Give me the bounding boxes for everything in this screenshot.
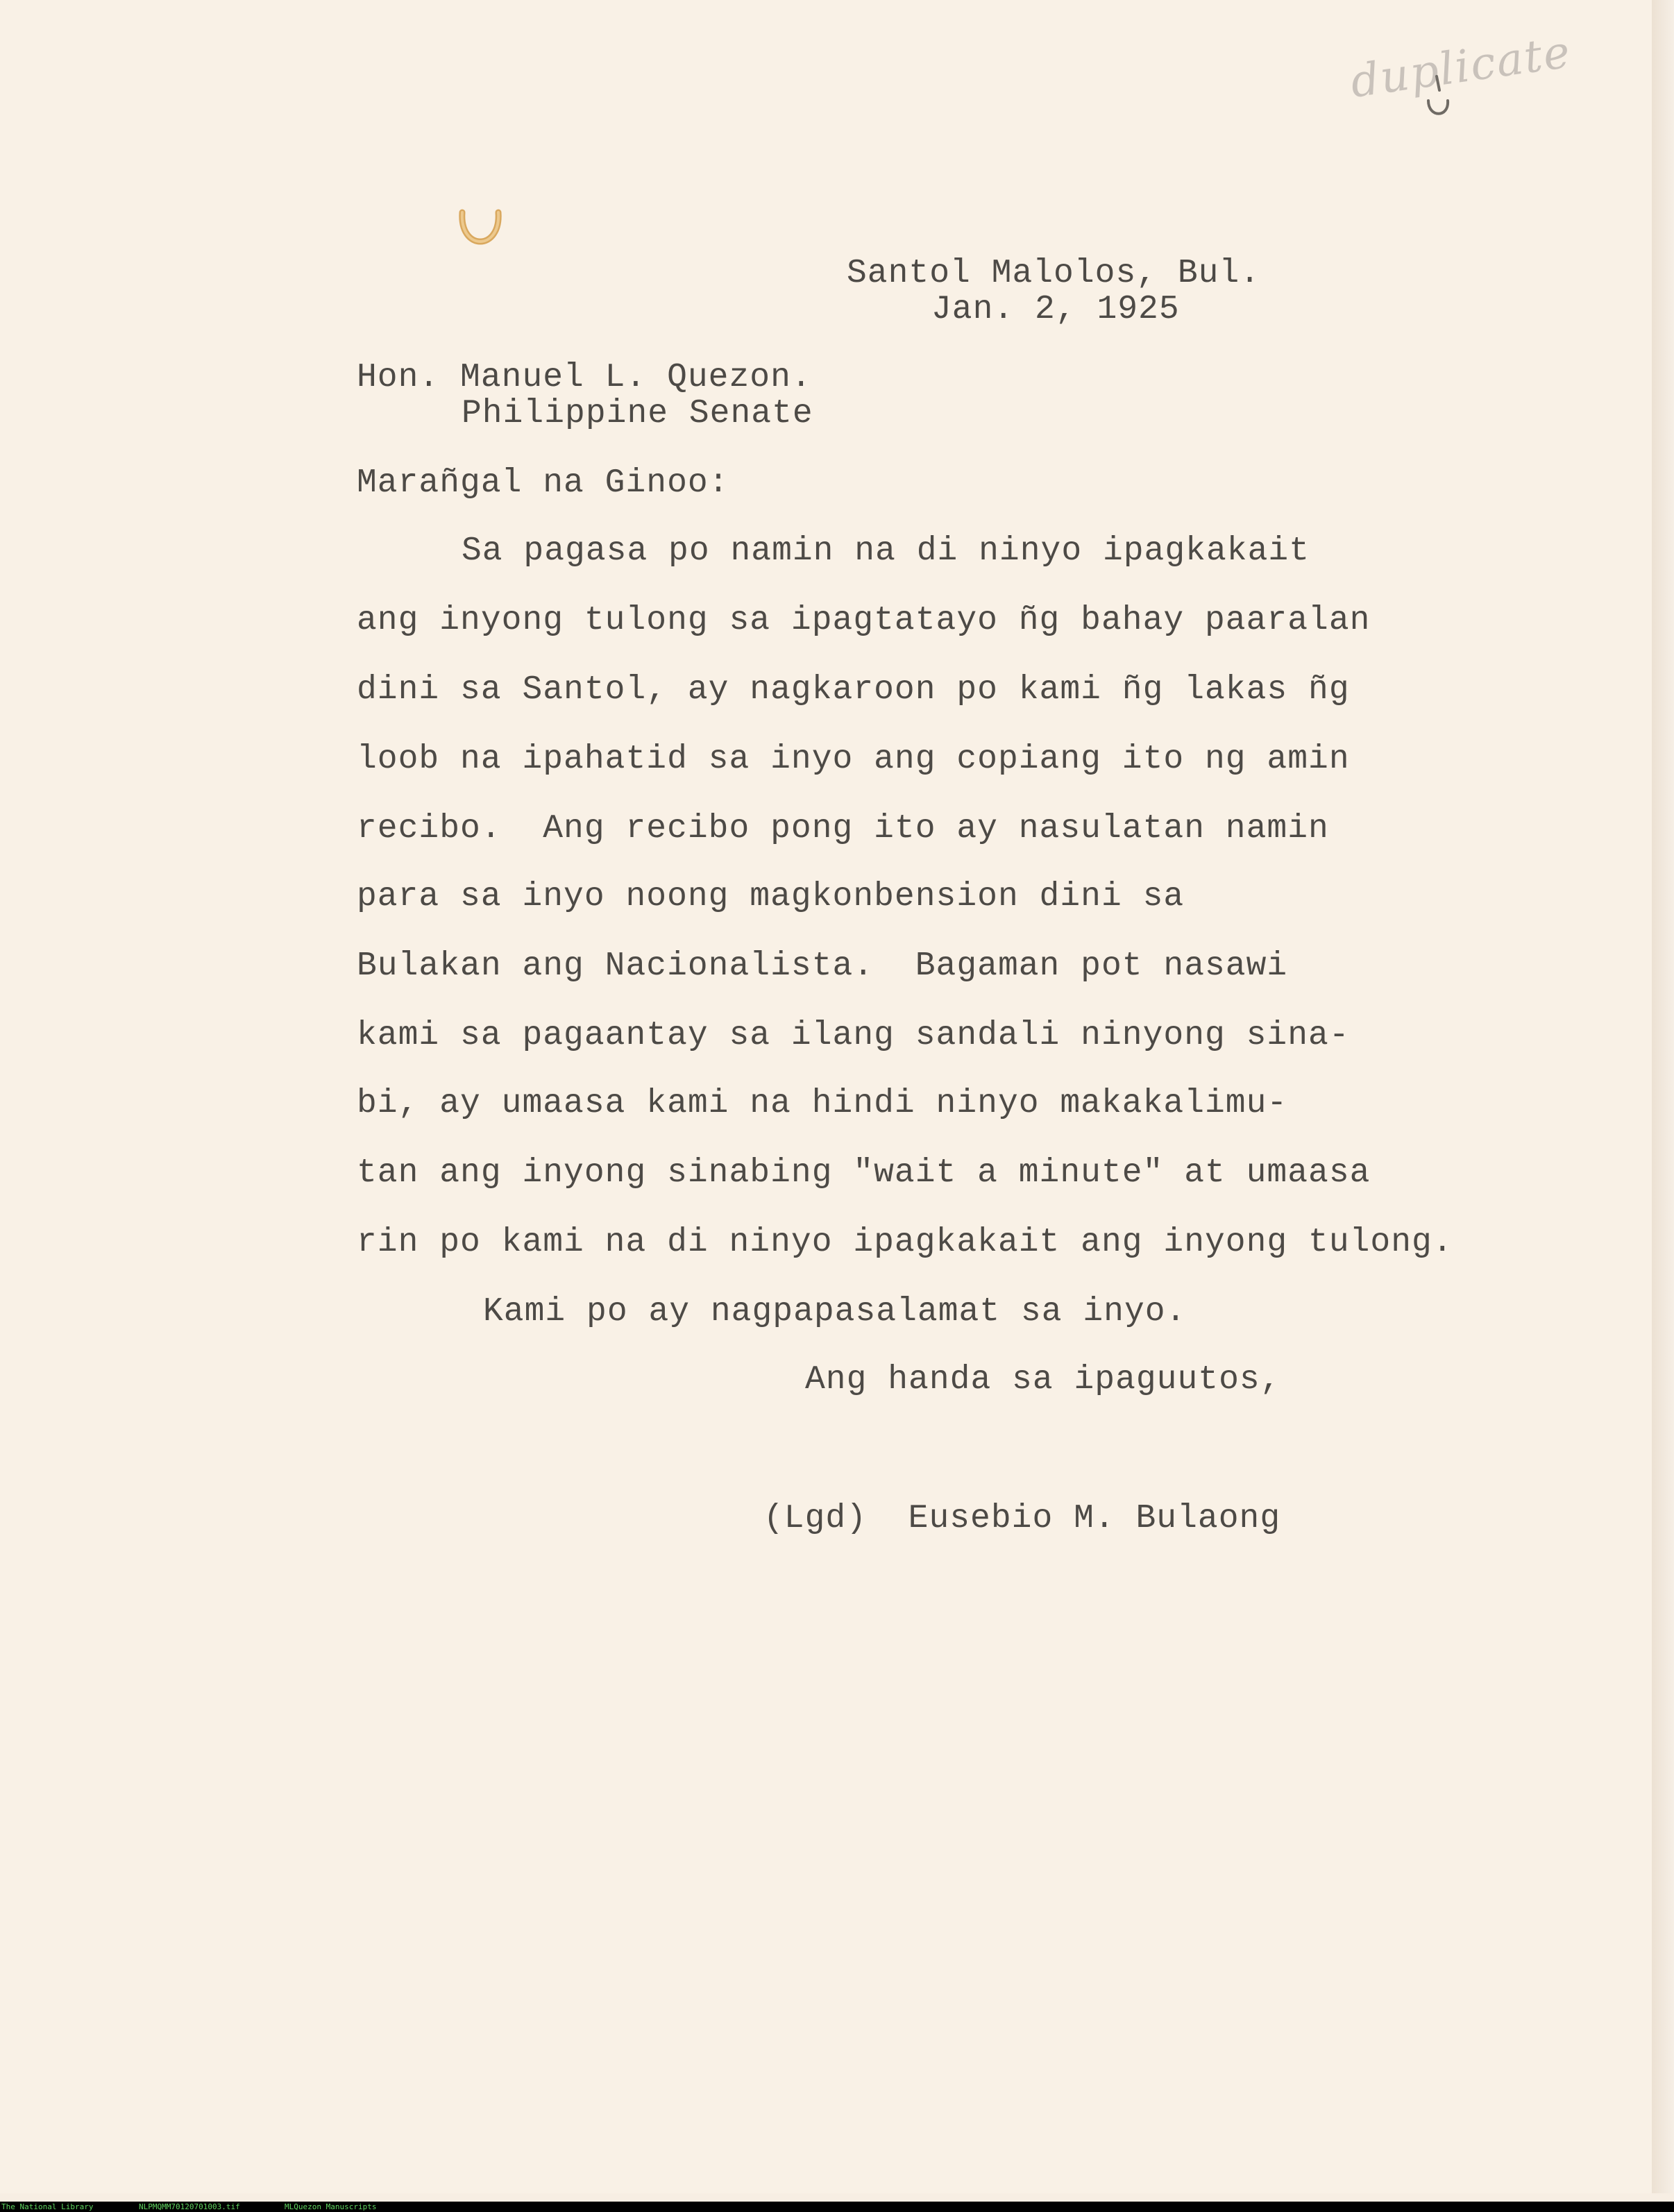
closing-line: Ang handa sa ipaguutos,	[805, 1361, 1281, 1399]
thanks-line: Kami po ay nagpapasalamat sa inyo.	[483, 1293, 1187, 1331]
footer-file: NLPMQMM70120701003.tif	[139, 2202, 240, 2211]
body-line: kami sa pagaantay sa ilang sandali ninyong sina-	[357, 1017, 1350, 1054]
body-line: loob na ipahatid sa inyo ang copiang ito ng amin	[357, 741, 1350, 778]
addressee-org: Philippine Senate	[462, 395, 813, 432]
body-line: recibo. Ang recibo pong ito ay nasulatan namin	[357, 810, 1329, 847]
staple-mark	[455, 208, 505, 257]
body-line: bi, ay umaasa kami na hindi ninyo makakalimu-	[357, 1085, 1288, 1122]
page-edge-shadow	[1652, 0, 1674, 2193]
signature-line: (Lgd) Eusebio M. Bulaong	[763, 1500, 1281, 1537]
body-line: Sa pagasa po namin na di ninyo ipagkakait	[462, 532, 1310, 570]
pencil-check-icon	[1416, 69, 1457, 125]
body-line: Bulakan ang Nacionalista. Bagaman pot nasawi	[357, 947, 1288, 985]
letter-place: Santol Malolos, Bul.	[847, 255, 1261, 292]
body-line: ang inyong tulong sa ipagtatayo ñg bahay paaralan	[357, 602, 1371, 639]
salutation: Marañgal na Ginoo:	[357, 464, 729, 502]
body-line: tan ang inyong sinabing "wait a minute" at umaasa	[357, 1154, 1371, 1192]
footer-collection: MLQuezon Manuscripts	[285, 2202, 377, 2211]
body-line: dini sa Santol, ay nagkaroon po kami ñg lakas ñg	[357, 671, 1350, 709]
letter-date: Jan. 2, 1925	[931, 291, 1180, 328]
archive-footer	[0, 2202, 1674, 2212]
footer-library: The National Library	[1, 2202, 94, 2211]
addressee-name: Hon. Manuel L. Quezon.	[357, 359, 812, 396]
body-line: para sa inyo noong magkonbension dini sa	[357, 878, 1185, 915]
body-line: rin po kami na di ninyo ipagkakait ang inyong tulong.	[357, 1224, 1453, 1261]
pencil-annotation: duplicate	[1347, 26, 1575, 108]
